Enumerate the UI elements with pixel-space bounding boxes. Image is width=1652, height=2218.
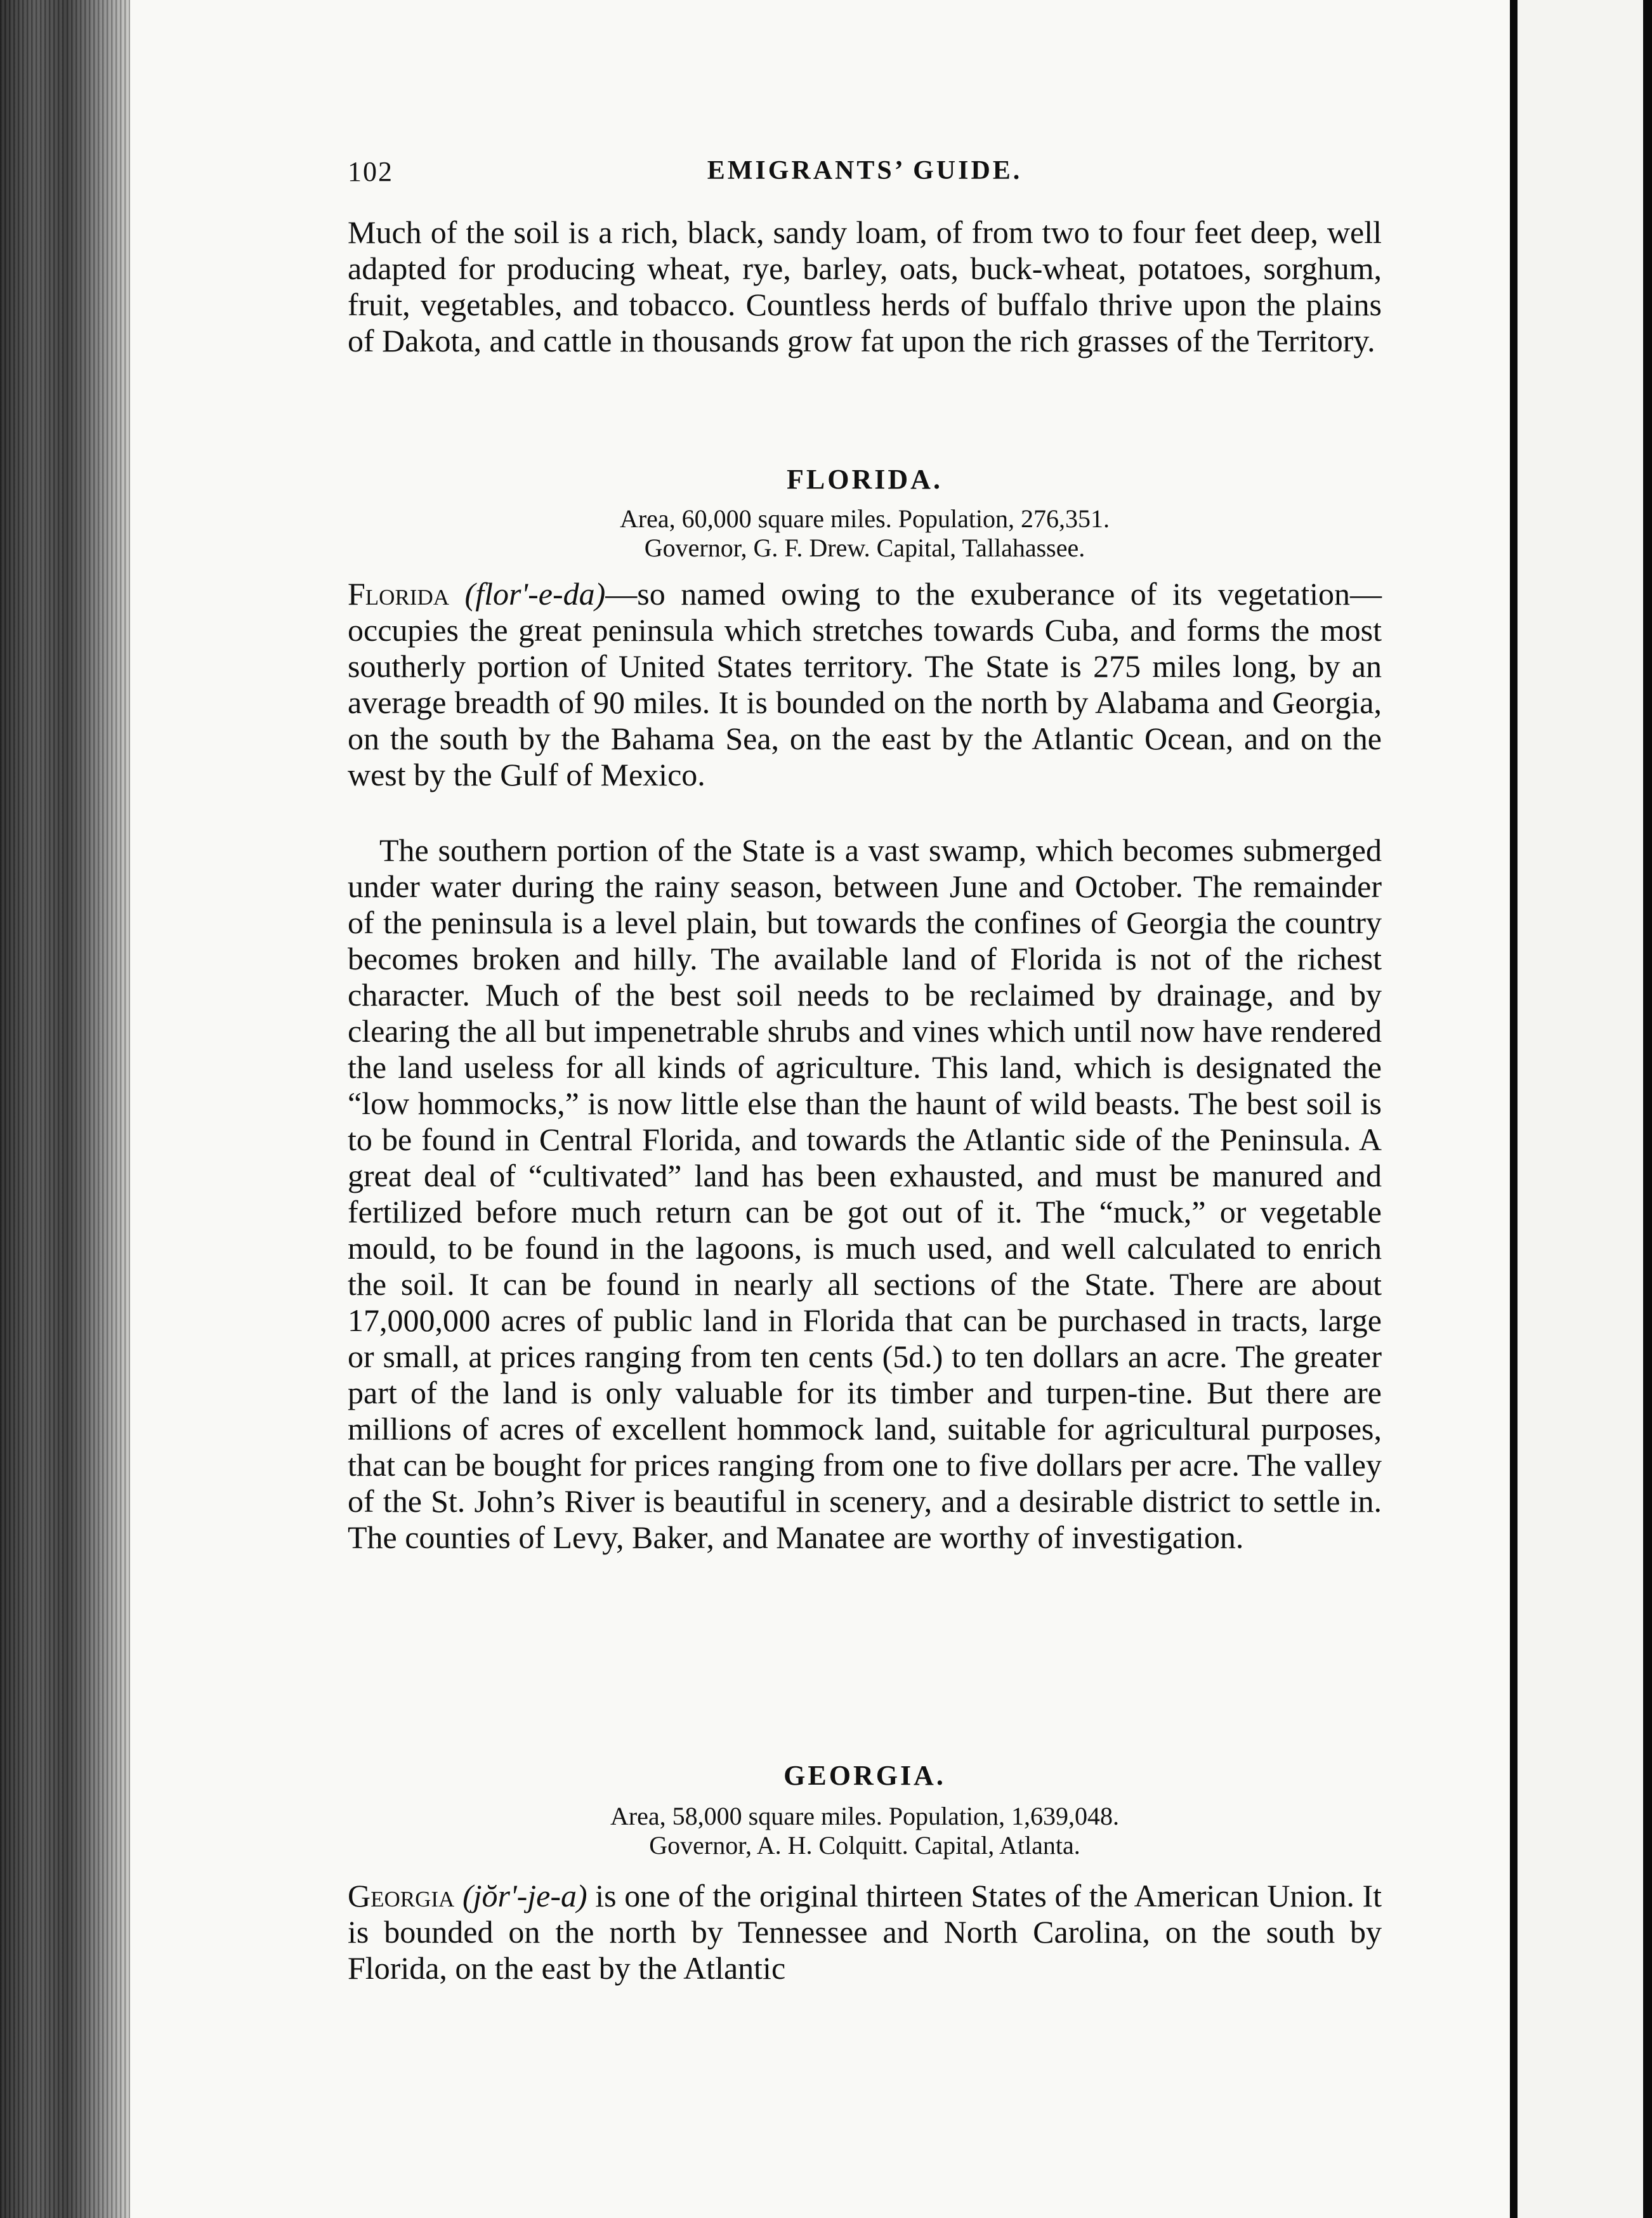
georgia-pronunciation: (jŏr'-je-a) [462,1878,587,1913]
georgia-area-population: Area, 58,000 square miles. Population, 1,639,048. [610,1802,1120,1830]
florida-pronunciation: (flor'-e-da) [464,576,606,612]
page-right-edge [1510,0,1518,2218]
georgia-intro-text: is one of the original thirteen States of the American Union. It is bounded on the north by Tennessee and North Carolina, on the south by Florida, on the east by the Atlantic [348,1878,1382,1986]
georgia-lead-word: Georgia [348,1878,455,1913]
florida-intro-text: —so named owing to the exuberance of its vegetation—occupies the great peninsula which stretches towards Cuba, and forms the most southerly portion of United States territory. The State is 275 miles long, by an average breadth of 90 miles. It is bounded on the north by Alabama and Georgia, on the south by the Bahama Sea, on the east by the Atlantic Ocean, and on the west by the Gulf of Mexico. [348,576,1382,792]
florida-land-paragraph: The southern portion of the State is a vast swamp, which becomes submerged under water during the rainy season, between June and October. The remainder of the peninsula is a level plain, but towards the confines of Georgia the country becomes broken and hilly. The available land of Florida is not of the richest character. Much of the best soil needs to be reclaimed by drainage, and by clearing the all but impenetrable shrubs and vines which until now have rendered the land useless for all kinds of agriculture. This land, which is designated the “low hommocks,” is now little else than the haunt of wild beasts. The best soil is to be found in Central Florida, and towards the Atlantic side of the Peninsula. A great deal of “cultivated” land has been exhausted, and must be manured and fertilized before much return can be got out of it. The “muck,” or vegetable mould, to be found in the lagoons, is much used, and well calculated to enrich the soil. It can be found in nearly all sections of the State. There are about 17,000,000 acres of public land in Florida that can be purchased in tracts, large or small, at prices ranging from ten cents (5d.) to ten dollars an acre. The greater part of the land is only valuable for its timber and turpen-tine. But there are millions of acres of excellent hommock land, suitable for agricultural purposes, that can be bought for prices ranging from one to five dollars per acre. The valley of the St. John’s River is beautiful in scenery, and a desirable district to settle in. The counties of Levy, Baker, and Manatee are worthy of investigation. [348,832,1382,1555]
florida-lead-word: Florida [348,576,450,612]
running-header [348,155,1382,194]
florida-governor-capital: Governor, G. F. Drew. Capital, Tallahassee. [644,534,1085,562]
georgia-intro-paragraph [348,1878,1382,1986]
scan-border-right [1643,0,1652,2218]
florida-heading: FLORIDA. [787,464,943,495]
page-edge-stripes [0,0,146,2218]
running-title: EMIGRANTS’ GUIDE. [707,156,1023,185]
georgia-governor-capital: Governor, A. H. Colquitt. Capital, Atlanta. [649,1831,1080,1860]
next-page-sliver [1518,0,1652,2218]
page-number: 102 [348,156,393,187]
georgia-heading: GEORGIA. [783,1760,946,1791]
florida-intro-paragraph [348,576,1382,793]
dakota-continuation-paragraph: Much of the soil is a rich, black, sandy loam, of from two to four feet deep, well adapted for producing wheat, rye, barley, oats, buck-wheat, potatoes, sorghum, fruit, vegetables, and tobacco. Countless herds of buffalo thrive upon the plains of Dakota, and cattle in thousands grow fat upon the rich grasses of the Territory. [348,214,1382,358]
florida-area-population: Area, 60,000 square miles. Population, 276,351. [619,504,1110,533]
